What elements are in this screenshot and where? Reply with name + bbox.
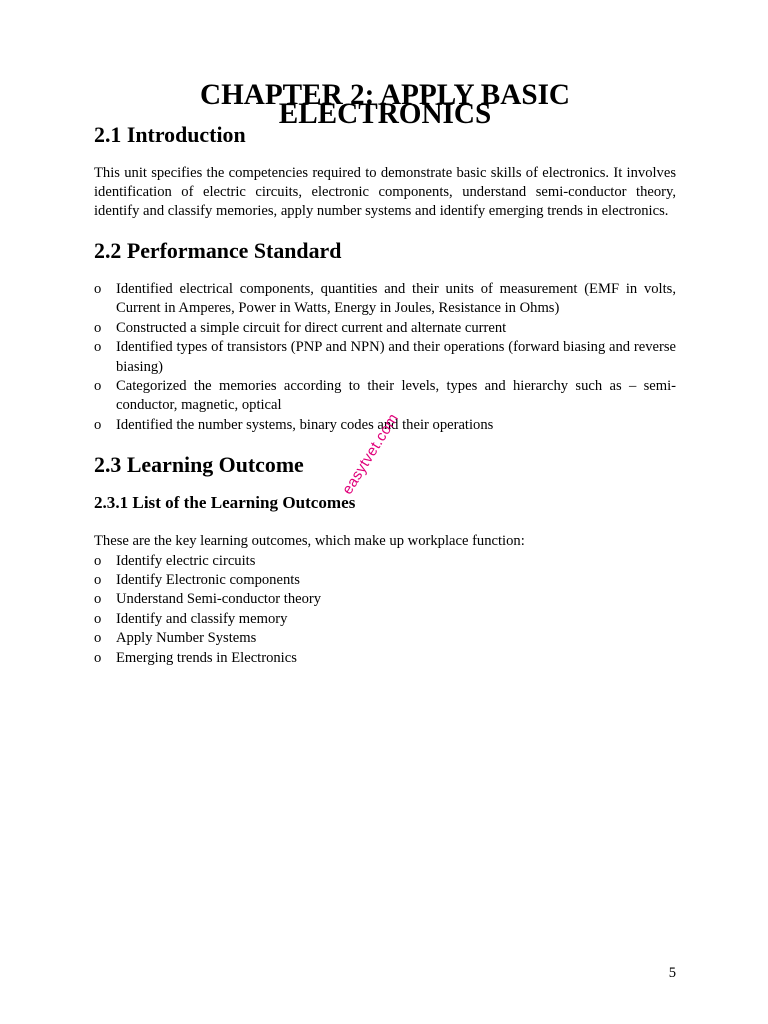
learning-outcomes-intro: These are the key learning outcomes, which make up workplace function: bbox=[94, 533, 525, 550]
list-item bbox=[94, 338, 676, 377]
spacer bbox=[94, 261, 676, 280]
bullet-icon: o bbox=[94, 552, 102, 569]
list-item bbox=[94, 280, 676, 319]
list-item-text: Constructed a simple circuit for direct current and alternate current bbox=[116, 319, 507, 336]
bullet-icon: o bbox=[94, 339, 102, 356]
list-item bbox=[94, 649, 676, 668]
bullet-icon: o bbox=[94, 319, 102, 336]
list-item bbox=[94, 552, 676, 571]
section-heading-learning-outcome: 2.3 Learning Outcome bbox=[94, 451, 304, 477]
list-item bbox=[94, 377, 676, 416]
list-item bbox=[94, 590, 676, 609]
list-item-text: Categorized the memories according to their levels, types and hierarchy such as – semi-conductor, magnetic, optical bbox=[116, 378, 676, 414]
list-item bbox=[94, 610, 676, 629]
spacer bbox=[94, 513, 676, 532]
list-item bbox=[94, 629, 676, 648]
introduction-paragraph: This unit specifies the competencies required to demonstrate basic skills of electronics. It involves identification of electric circuits, electronic components, understand semi-conductor theory, identify and classify memories, apply number systems and identify emerging trends in electronics. bbox=[94, 164, 676, 220]
list-item-text: Understand Semi-conductor theory bbox=[116, 591, 322, 608]
list-item bbox=[94, 319, 676, 338]
section-heading-introduction: 2.1 Introduction bbox=[94, 121, 246, 147]
list-item-text: Apply Number Systems bbox=[116, 630, 257, 647]
learning-outcomes-list bbox=[94, 552, 676, 668]
list-item-text: Identified electrical components, quantities and their units of measurement (EMF in volts, Current in Amperes, Power in Watts, Energy in Joules, Resistance in Ohms) bbox=[116, 280, 676, 317]
bullet-icon: o bbox=[94, 610, 102, 627]
bullet-icon: o bbox=[94, 572, 102, 589]
section-heading-list-of-outcomes: 2.3.1 List of the Learning Outcomes bbox=[94, 493, 356, 513]
list-item-text: Emerging trends in Electronics bbox=[116, 649, 297, 666]
list-item-text: Identified types of transistors (PNP and NPN) and their operations (forward biasing and reverse biasing) bbox=[116, 339, 676, 375]
list-item bbox=[94, 571, 676, 590]
spacer bbox=[94, 144, 676, 163]
bullet-icon: o bbox=[94, 280, 102, 297]
list-item-text: Identify Electronic components bbox=[116, 572, 300, 589]
section-heading-performance-standard: 2.2 Performance Standard bbox=[94, 238, 342, 264]
bullet-icon: o bbox=[94, 378, 102, 395]
list-item-text: Identified the number systems, binary codes and their operations bbox=[116, 416, 494, 433]
list-item-text: Identify and classify memory bbox=[116, 610, 288, 627]
chapter-title: CHAPTER 2: APPLY BASIC ELECTRONICS bbox=[199, 79, 571, 131]
bullet-icon: o bbox=[94, 591, 102, 608]
page-content bbox=[94, 79, 676, 668]
bullet-icon: o bbox=[94, 630, 102, 647]
list-item-text: Identify electric circuits bbox=[116, 552, 256, 569]
page-number: 5 bbox=[668, 965, 676, 981]
watermark: easytvet.com bbox=[338, 410, 403, 498]
bullet-icon: o bbox=[94, 649, 102, 666]
bullet-icon: o bbox=[94, 416, 102, 433]
spacer bbox=[94, 474, 676, 493]
